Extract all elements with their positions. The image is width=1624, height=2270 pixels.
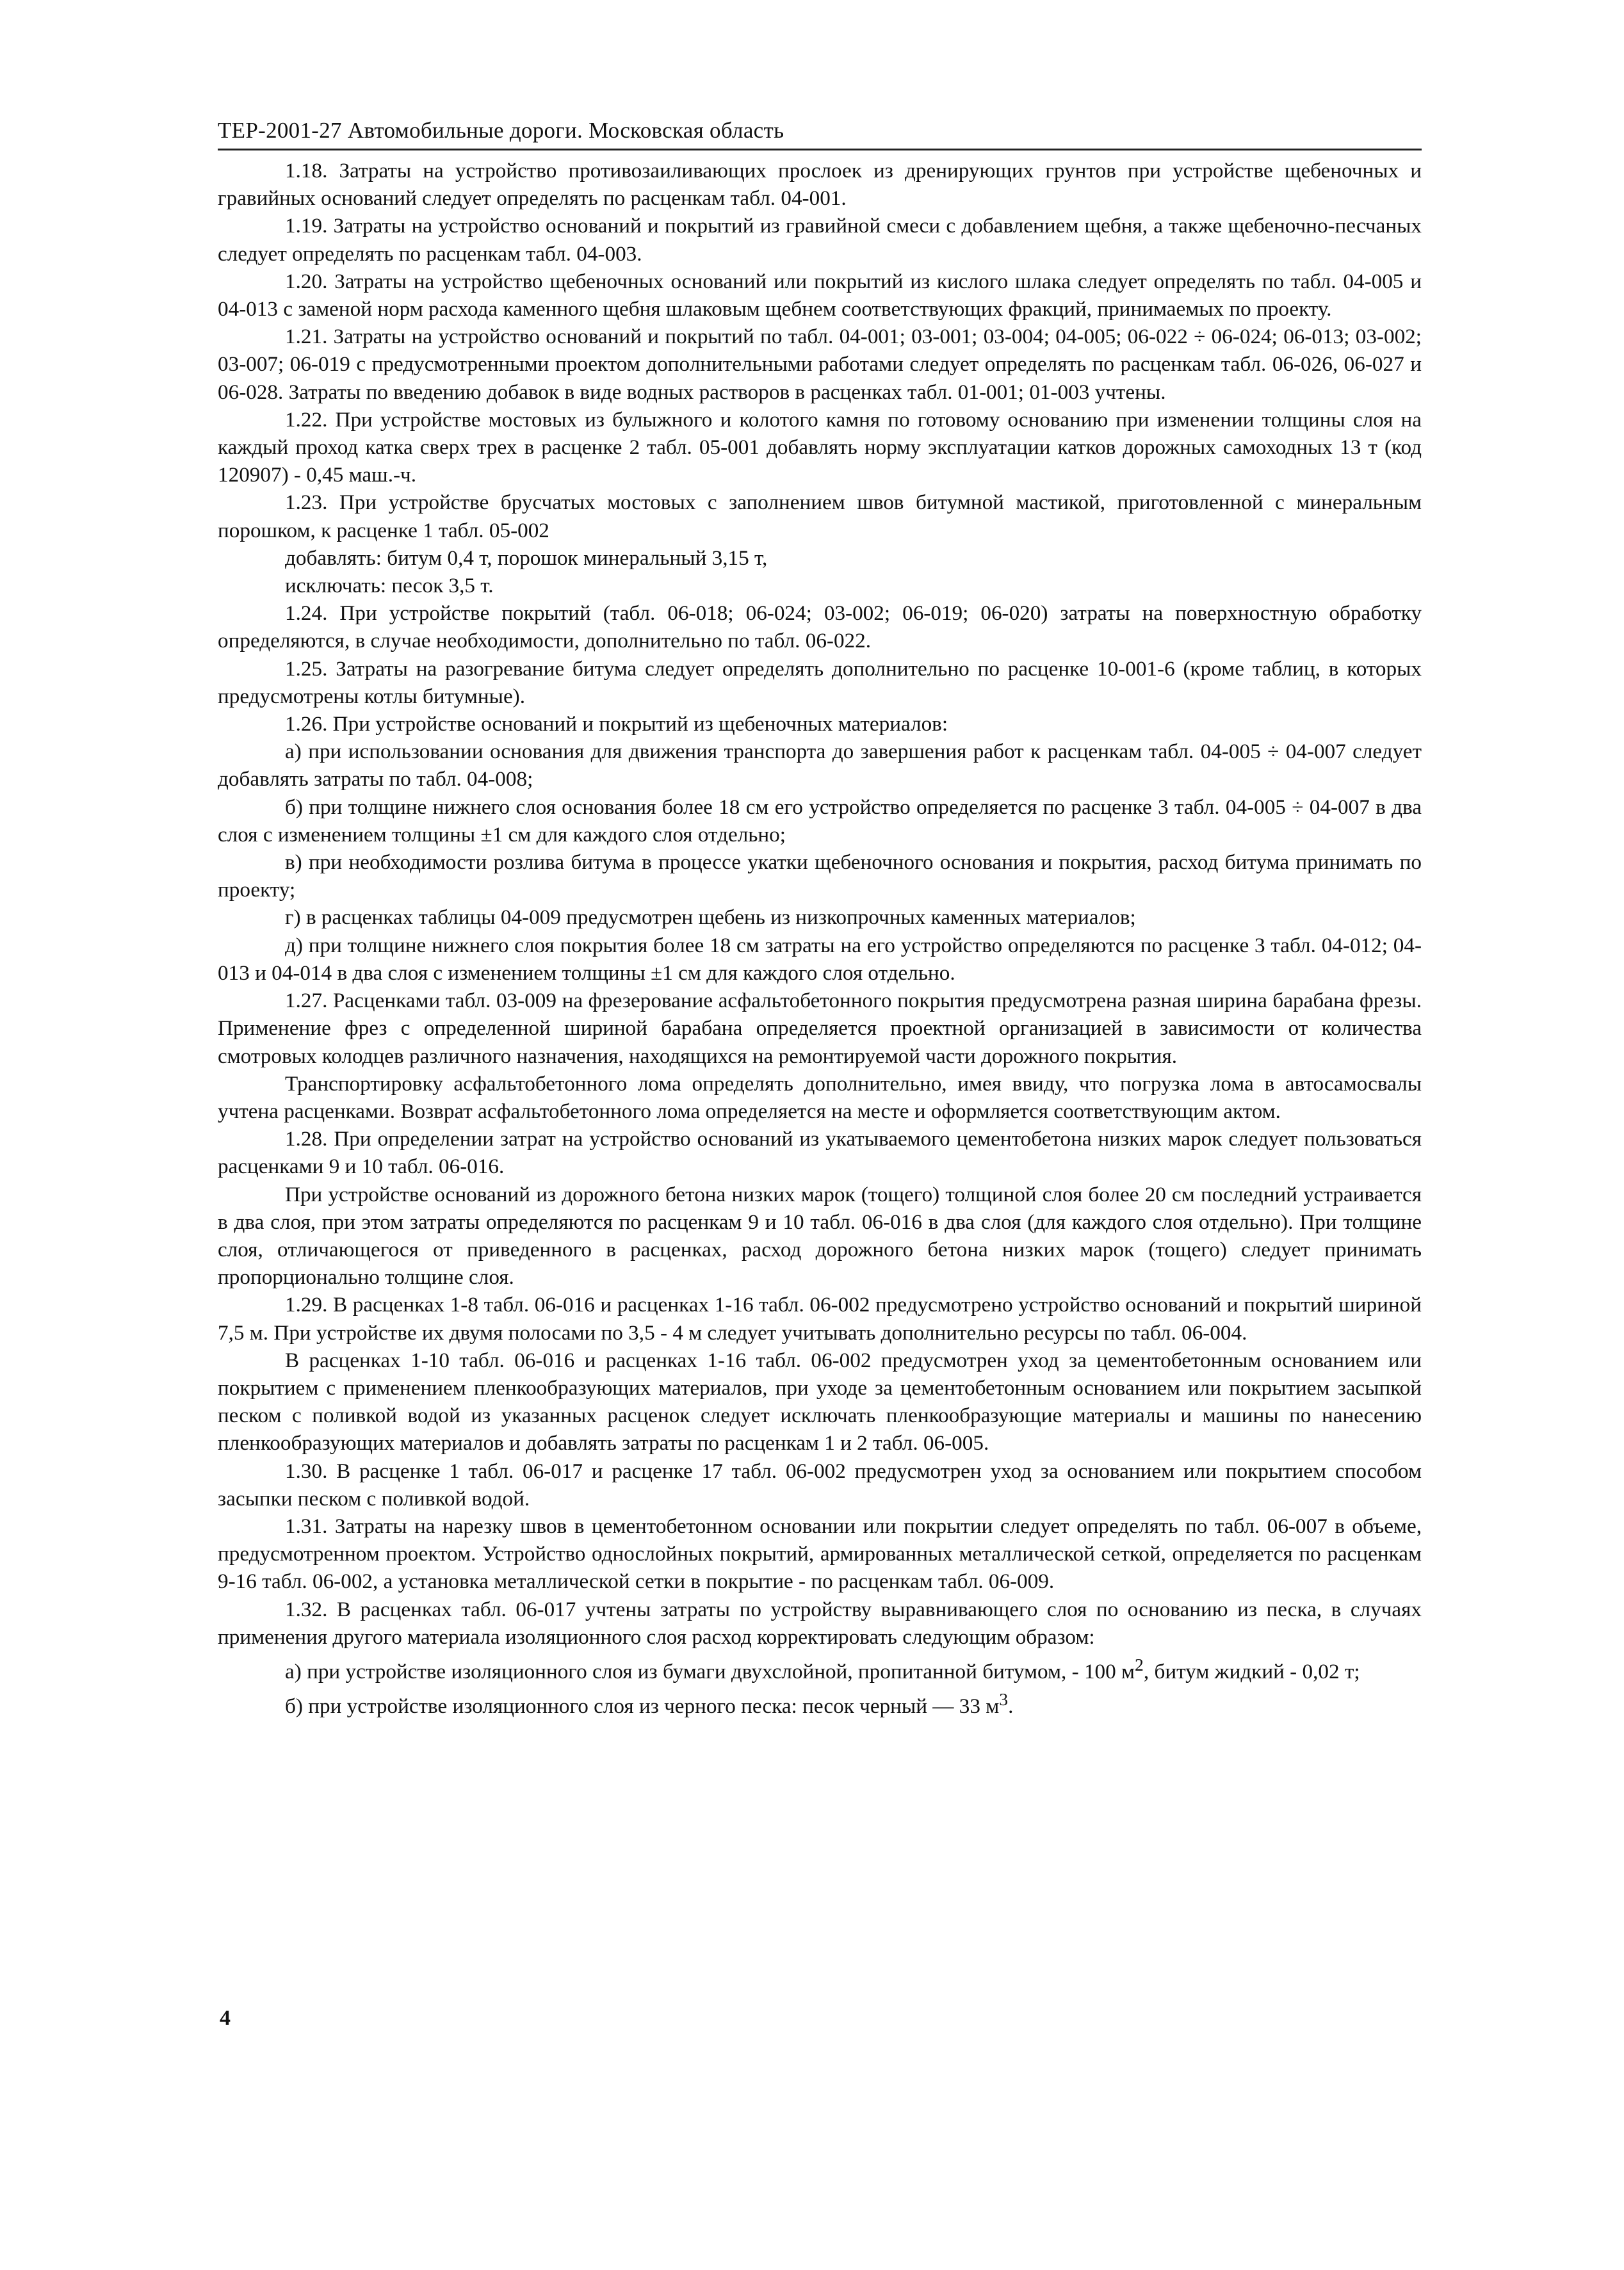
superscript-3: 3 <box>999 1689 1009 1710</box>
paragraph-1-27: 1.27. Расценками табл. 03-009 на фрезерование асфальтобетонного покрытия предусмотрена разная ширина барабана фрезы. Применение фрез с определенной шириной барабана определяется проектной организацией в зависимости от количества смотровых колодцев различного назначения, находящихся на ремонтируемой части дорожного покрытия. <box>218 989 1422 1068</box>
paragraph-1-28: 1.28. При определении затрат на устройство оснований из укатываемого цементобетона низких марок следует пользоваться расценками 9 и 10 табл. 06-016. <box>218 1127 1422 1179</box>
paragraph-1-32-b <box>218 1685 1422 1720</box>
document-body <box>218 157 1422 1721</box>
paragraph-1-32-a-tail: , битум жидкий - 0,02 т; <box>1143 1660 1360 1684</box>
paragraph-1-23-exclude: исключать: песок 3,5 т. <box>285 574 494 598</box>
paragraph-1-26: 1.26. При устройстве оснований и покрытий из щебеночных материалов: <box>285 712 948 736</box>
paragraph-1-26-a: а) при использовании основания для движения транспорта до завершения работ к расценкам табл. 04-005 ÷ 04-007 следует добавлять затраты по табл. 04-008; <box>218 740 1422 791</box>
paragraph-1-32: 1.32. В расценках табл. 06-017 учтены затраты по устройству выравнивающего слоя по основанию из песка, в случаях применения другого материала изоляционного слоя расход корректировать следующим образом: <box>218 1597 1422 1649</box>
paragraph-1-25: 1.25. Затраты на разогревание битума следует определять дополнительно по расценке 10-001-6 (кроме таблиц, в которых предусмотрены котлы битумные). <box>218 656 1422 708</box>
paragraph-1-31: 1.31. Затраты на нарезку швов в цементобетонном основании или покрытии следует определять по табл. 06-007 в объеме, предусмотренном проектом. Устройство однослойных покрытий, армированных металлической сеткой, определяется по расценкам 9-16 табл. 06-002, а установка металлической сетки в покрытие - по расценкам табл. 06-009. <box>218 1514 1422 1594</box>
paragraph-1-19: 1.19. Затраты на устройство оснований и покрытий из гравийной смеси с добавлением щебня, а также щебеночно-песчаных следует определять по расценкам табл. 04-003. <box>218 214 1422 266</box>
paragraph-1-27-transport: Транспортировку асфальтобетонного лома определять дополнительно, имея ввиду, что погрузка лома в автосамосвалы учтена расценками. Возврат асфальтобетонного лома определяется на месте и оформляется соответствующим актом. <box>218 1071 1422 1123</box>
paragraph-1-32-a <box>218 1651 1422 1685</box>
paragraph-1-26-d: д) при толщине нижнего слоя покрытия более 18 см затраты на его устройство определяются по расценке 3 табл. 04-012; 04-013 и 04-014 в два слоя с изменением толщины ±1 см для каждого слоя отдельно. <box>218 933 1422 985</box>
paragraph-1-21: 1.21. Затраты на устройство оснований и покрытий по табл. 04-001; 03-001; 03-004; 04-005; 06-022 ÷ 06-024; 06-013; 03-002; 03-007; 06-019 с предусмотренными проектом дополнительными работами следует определять по расценкам табл. 06-026, 06-027 и 06-028. Затраты по введению добавок в виде водных растворов в расценках табл. 01-001; 01-003 учтены. <box>218 325 1422 404</box>
paragraph-1-18: 1.18. Затраты на устройство противозаиливающих прослоек из дренирующих грунтов при устройстве щебеночных и гравийных оснований следует определять по расценкам табл. 04-001. <box>218 159 1422 211</box>
paragraph-1-26-g: г) в расценках таблицы 04-009 предусмотрен щебень из низкопрочных каменных материалов; <box>285 905 1136 930</box>
paragraph-1-20: 1.20. Затраты на устройство щебеночных оснований или покрытий из кислого шлака следует определять по табл. 04-005 и 04-013 с заменой норм расхода каменного щебня шлаковым щебнем соответствующих фракций, принимаемых по проекту. <box>218 269 1422 321</box>
page-header: ТЕР-2001-27 Автомобильные дороги. Московская область <box>218 115 1422 150</box>
paragraph-1-32-b-tail: . <box>1008 1694 1014 1719</box>
page-number: 4 <box>220 2006 231 2030</box>
paragraph-1-23-add: добавлять: битум 0,4 т, порошок минеральный 3,15 т, <box>285 546 768 570</box>
paragraph-1-32-a-text: а) при устройстве изоляционного слоя из бумаги двухслойной, пропитанной битумом, - 100 м <box>285 1660 1135 1684</box>
paragraph-1-29: 1.29. В расценках 1-8 табл. 06-016 и расценках 1-16 табл. 06-002 предусмотрено устройство оснований и покрытий шириной 7,5 м. При устройстве их двумя полосами по 3,5 - 4 м следует учитывать дополнительно ресурсы по табл. 06-004. <box>218 1293 1422 1345</box>
paragraph-1-30: 1.30. В расценке 1 табл. 06-017 и расценке 17 табл. 06-002 предусмотрен уход за основанием или покрытием способом засыпки песком с поливкой водой. <box>218 1459 1422 1511</box>
paragraph-1-23: 1.23. При устройстве брусчатых мостовых с заполнением швов битумной мастикой, приготовленной с минеральным порошком, к расценке 1 табл. 05-002 <box>218 490 1422 542</box>
paragraph-1-26-v: в) при необходимости розлива битума в процессе укатки щебеночного основания и покрытия, расход битума принимать по проекту; <box>218 850 1422 902</box>
paragraph-1-22: 1.22. При устройстве мостовых из булыжного и колотого камня по готовому основанию при изменении толщины слоя на каждый проход катка сверх трех в расценке 2 табл. 05-001 добавлять норму эксплуатации катков дорожных самоходных 13 т (код 120907) - 0,45 маш.-ч. <box>218 407 1422 487</box>
paragraph-1-26-b: б) при толщине нижнего слоя основания более 18 см его устройство определяется по расценке 3 табл. 04-005 ÷ 04-007 в два слоя с изменением толщины ±1 см для каждого слоя отдельно; <box>218 795 1422 847</box>
document-page <box>218 115 1422 1721</box>
paragraph-1-29-care: В расценках 1-10 табл. 06-016 и расценках 1-16 табл. 06-002 предусмотрен уход за цементобетонным основанием или покрытием с применением пленкообразующих материалов, при уходе за цементобетонным основанием или покрытием засыпкой песком с поливкой водой из указанных расценок следует исключать пленкообразующие материалы и машины по нанесению пленкообразующих материалов и добавлять затраты по расценкам 1 и 2 табл. 06-005. <box>218 1348 1422 1455</box>
superscript-2: 2 <box>1135 1654 1144 1674</box>
paragraph-1-32-b-text: б) при устройстве изоляционного слоя из черного песка: песок черный — 33 м <box>285 1694 1000 1719</box>
paragraph-1-28-lean-concrete: При устройстве оснований из дорожного бетона низких марок (тощего) толщиной слоя более 20 см последний устраивается в два слоя, при этом затраты определяются по расценкам 9 и 10 табл. 06-016 в два слоя (для каждого слоя отдельно). При толщине слоя, отличающегося от приведенного в расценках, расход дорожного бетона низких марок (тощего) следует принимать пропорционально толщине слоя. <box>218 1182 1422 1290</box>
paragraph-1-24: 1.24. При устройстве покрытий (табл. 06-018; 06-024; 03-002; 06-019; 06-020) затраты на поверхностную обработку определяются, в случае необходимости, дополнительно по табл. 06-022. <box>218 601 1422 653</box>
